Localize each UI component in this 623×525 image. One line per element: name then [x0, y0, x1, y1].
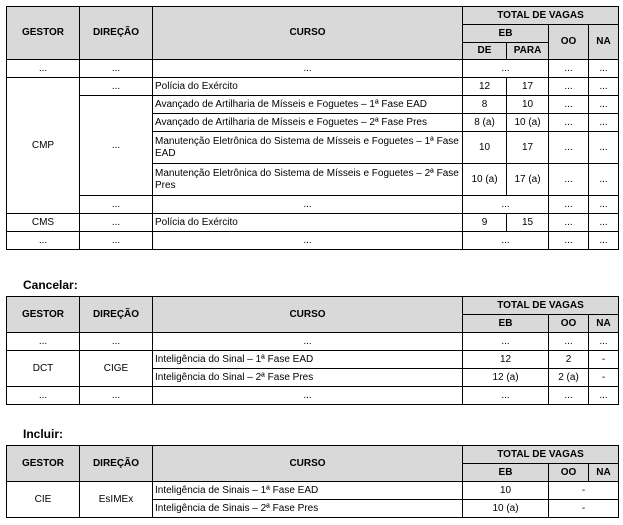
cell-de: 9: [463, 214, 507, 232]
cell-ellipsis: ...: [589, 114, 619, 132]
cell-eb: 12 (a): [463, 369, 549, 387]
cell-ellipsis: ...: [7, 333, 80, 351]
cell-ellipsis: ...: [549, 387, 589, 405]
cell-curso: Manutenção Eletrônica do Sistema de Mísseis e Foguetes – 1ª Fase EAD: [153, 132, 463, 164]
table-row: [7, 78, 619, 96]
table-row: [7, 60, 619, 78]
cell-gestor-cmp: CMP: [7, 78, 80, 214]
header-total-vagas: TOTAL DE VAGAS: [463, 7, 619, 25]
cell-ellipsis: ...: [549, 196, 589, 214]
cell-ellipsis: ...: [80, 60, 153, 78]
cell-oo: -: [549, 500, 619, 518]
cell-de: 8: [463, 96, 507, 114]
vacancy-table-main: [6, 6, 619, 250]
cell-ellipsis: ...: [153, 196, 463, 214]
cell-curso: Avançado de Artilharia de Mísseis e Foguetes – 1ª Fase EAD: [153, 96, 463, 114]
header-oo: OO: [549, 315, 589, 333]
table-row: [7, 196, 619, 214]
cell-ellipsis: ...: [589, 333, 619, 351]
cell-ellipsis: ...: [463, 60, 549, 78]
cell-para: 17: [507, 132, 549, 164]
header-eb: EB: [463, 25, 549, 43]
cell-ellipsis: ...: [80, 96, 153, 196]
cell-curso: Inteligência de Sinais – 1ª Fase EAD: [153, 482, 463, 500]
cell-curso: Manutenção Eletrônica do Sistema de Mísseis e Foguetes – 2ª Fase Pres: [153, 164, 463, 196]
header-eb: EB: [463, 464, 549, 482]
header-oo: OO: [549, 25, 589, 60]
cell-ellipsis: ...: [589, 96, 619, 114]
header-eb: EB: [463, 315, 549, 333]
header-gestor: GESTOR: [7, 7, 80, 60]
cell-direcao: CIGE: [80, 351, 153, 387]
cell-ellipsis: ...: [463, 232, 549, 250]
cell-ellipsis: ...: [153, 60, 463, 78]
header-de: DE: [463, 43, 507, 60]
cell-ellipsis: ...: [549, 132, 589, 164]
section-title-cancelar: Cancelar:: [23, 278, 78, 292]
header-oo: OO: [549, 464, 589, 482]
cell-gestor: CIE: [7, 482, 80, 518]
cell-gestor: DCT: [7, 351, 80, 387]
cell-na: -: [589, 351, 619, 369]
table-row: [7, 351, 619, 369]
cell-ellipsis: ...: [549, 114, 589, 132]
cell-ellipsis: ...: [549, 232, 589, 250]
cell-ellipsis: ...: [153, 387, 463, 405]
cell-para: 15: [507, 214, 549, 232]
header-para: PARA: [507, 43, 549, 60]
cell-para: 10 (a): [507, 114, 549, 132]
cell-para: 17: [507, 78, 549, 96]
cell-ellipsis: ...: [7, 60, 80, 78]
table-row: [7, 387, 619, 405]
cell-de: 12: [463, 78, 507, 96]
cell-para: 10: [507, 96, 549, 114]
header-curso: CURSO: [153, 297, 463, 333]
cell-ellipsis: ...: [549, 78, 589, 96]
cell-oo: -: [549, 482, 619, 500]
cell-ellipsis: ...: [153, 333, 463, 351]
cell-oo: 2: [549, 351, 589, 369]
cell-ellipsis: ...: [80, 387, 153, 405]
table-row: [7, 482, 619, 500]
cell-curso: Polícia do Exército: [153, 214, 463, 232]
cell-ellipsis: ...: [153, 232, 463, 250]
cell-na: -: [589, 369, 619, 387]
header-gestor: GESTOR: [7, 446, 80, 482]
cell-ellipsis: ...: [80, 196, 153, 214]
header-na: NA: [589, 315, 619, 333]
header-direcao: DIREÇÃO: [80, 297, 153, 333]
cell-curso: Polícia do Exército: [153, 78, 463, 96]
cell-ellipsis: ...: [549, 164, 589, 196]
cell-ellipsis: ...: [549, 96, 589, 114]
cell-ellipsis: ...: [589, 78, 619, 96]
cell-ellipsis: ...: [589, 60, 619, 78]
cell-gestor-cms: CMS: [7, 214, 80, 232]
cell-ellipsis: ...: [7, 232, 80, 250]
vacancy-table-cancelar: [6, 296, 619, 405]
cell-ellipsis: ...: [80, 333, 153, 351]
cell-eb: 12: [463, 351, 549, 369]
header-na: NA: [589, 25, 619, 60]
cell-ellipsis: ...: [463, 196, 549, 214]
header-gestor: GESTOR: [7, 297, 80, 333]
header-direcao: DIREÇÃO: [80, 446, 153, 482]
cell-ellipsis: ...: [549, 60, 589, 78]
cell-ellipsis: ...: [463, 333, 549, 351]
vacancy-table-incluir: [6, 445, 619, 518]
cell-ellipsis: ...: [549, 333, 589, 351]
table-row: [7, 333, 619, 351]
cell-ellipsis: ...: [80, 78, 153, 96]
cell-ellipsis: ...: [589, 132, 619, 164]
cell-para: 17 (a): [507, 164, 549, 196]
cell-ellipsis: ...: [589, 214, 619, 232]
cell-eb: 10: [463, 482, 549, 500]
cell-curso: Inteligência do Sinal – 1ª Fase EAD: [153, 351, 463, 369]
header-total-vagas: TOTAL DE VAGAS: [463, 297, 619, 315]
table-row: [7, 214, 619, 232]
cell-de: 10 (a): [463, 164, 507, 196]
cell-curso: Inteligência de Sinais – 2ª Fase Pres: [153, 500, 463, 518]
table-row: [7, 96, 619, 114]
table-row: [7, 232, 619, 250]
header-total-vagas: TOTAL DE VAGAS: [463, 446, 619, 464]
header-curso: CURSO: [153, 446, 463, 482]
cell-ellipsis: ...: [7, 387, 80, 405]
cell-de: 8 (a): [463, 114, 507, 132]
cell-ellipsis: ...: [589, 196, 619, 214]
cell-eb: 10 (a): [463, 500, 549, 518]
cell-ellipsis: ...: [80, 214, 153, 232]
header-na: NA: [589, 464, 619, 482]
cell-curso: Avançado de Artilharia de Mísseis e Foguetes – 2ª Fase Pres: [153, 114, 463, 132]
cell-ellipsis: ...: [589, 164, 619, 196]
cell-ellipsis: ...: [589, 232, 619, 250]
header-direcao: DIREÇÃO: [80, 7, 153, 60]
cell-ellipsis: ...: [80, 232, 153, 250]
cell-curso: Inteligência do Sinal – 2ª Fase Pres: [153, 369, 463, 387]
cell-direcao: EsIMEx: [80, 482, 153, 518]
header-curso: CURSO: [153, 7, 463, 60]
section-title-incluir: Incluir:: [23, 427, 64, 441]
cell-ellipsis: ...: [463, 387, 549, 405]
cell-ellipsis: ...: [549, 214, 589, 232]
cell-ellipsis: ...: [589, 387, 619, 405]
cell-de: 10: [463, 132, 507, 164]
cell-oo: 2 (a): [549, 369, 589, 387]
